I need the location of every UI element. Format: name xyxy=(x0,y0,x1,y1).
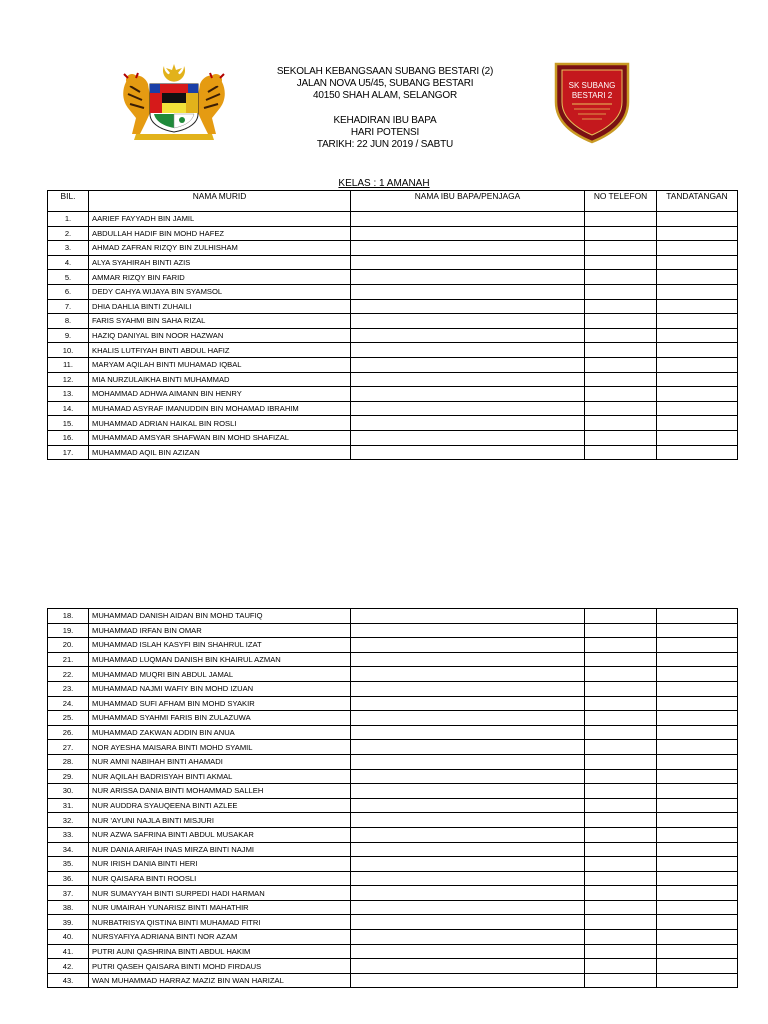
column-header-no-telefon: NO TELEFON xyxy=(585,191,657,212)
table-row xyxy=(48,328,738,343)
table-row xyxy=(48,798,738,813)
row-number: 25. xyxy=(48,711,89,726)
row-number: 11. xyxy=(48,357,89,372)
row-number: 2. xyxy=(48,226,89,241)
phone-number-cell[interactable] xyxy=(585,827,657,842)
parent-name-cell[interactable] xyxy=(351,915,585,930)
row-number: 38. xyxy=(48,900,89,915)
table-row xyxy=(48,711,738,726)
phone-number-cell[interactable] xyxy=(585,609,657,624)
table-row xyxy=(48,725,738,740)
class-label-wrap xyxy=(0,178,768,189)
parent-name-cell[interactable] xyxy=(351,623,585,638)
row-number: 43. xyxy=(48,973,89,988)
row-number: 9. xyxy=(48,328,89,343)
student-name: KHALIS LUTFIYAH BINTI ABDUL HAFIZ xyxy=(89,343,351,358)
signature-cell[interactable] xyxy=(657,372,738,387)
signature-cell[interactable] xyxy=(657,357,738,372)
parent-name-cell[interactable] xyxy=(351,754,585,769)
row-number: 20. xyxy=(48,638,89,653)
row-number: 19. xyxy=(48,623,89,638)
signature-cell[interactable] xyxy=(657,711,738,726)
table-row xyxy=(48,886,738,901)
signature-cell[interactable] xyxy=(657,430,738,445)
phone-number-cell[interactable] xyxy=(585,900,657,915)
table-row xyxy=(48,299,738,314)
row-number: 42. xyxy=(48,959,89,974)
table-row xyxy=(48,930,738,945)
student-name: NUR IRISH DANIA BINTI HERI xyxy=(89,857,351,872)
phone-number-cell[interactable] xyxy=(585,416,657,431)
row-number: 12. xyxy=(48,372,89,387)
student-name: NUR AQILAH BADRISYAH BINTI AKMAL xyxy=(89,769,351,784)
attendance-table-part-1 xyxy=(47,190,738,460)
signature-cell[interactable] xyxy=(657,725,738,740)
parent-name-cell[interactable] xyxy=(351,416,585,431)
parent-name-cell[interactable] xyxy=(351,973,585,988)
signature-cell[interactable] xyxy=(657,652,738,667)
student-name: MUHAMAD ASYRAF IMANUDDIN BIN MOHAMAD IBRAHIM xyxy=(89,401,351,416)
signature-cell[interactable] xyxy=(657,255,738,270)
signature-cell[interactable] xyxy=(657,270,738,285)
parent-name-cell[interactable] xyxy=(351,871,585,886)
parent-name-cell[interactable] xyxy=(351,681,585,696)
signature-cell[interactable] xyxy=(657,445,738,460)
row-number: 17. xyxy=(48,445,89,460)
table-row xyxy=(48,638,738,653)
signature-cell[interactable] xyxy=(657,769,738,784)
student-name: MUHAMMAD DANISH AIDAN BIN MOHD TAUFIQ xyxy=(89,609,351,624)
parent-name-cell[interactable] xyxy=(351,343,585,358)
signature-cell[interactable] xyxy=(657,284,738,299)
column-header-nama-murid: NAMA MURID xyxy=(89,191,351,212)
phone-number-cell[interactable] xyxy=(585,784,657,799)
phone-number-cell[interactable] xyxy=(585,740,657,755)
parent-name-cell[interactable] xyxy=(351,959,585,974)
badge-text-line1: SK SUBANG xyxy=(568,81,616,90)
phone-number-cell[interactable] xyxy=(585,944,657,959)
signature-cell[interactable] xyxy=(657,944,738,959)
signature-cell[interactable] xyxy=(657,314,738,329)
row-number: 32. xyxy=(48,813,89,828)
address-line-1: JALAN NOVA U5/45, SUBANG BESTARI xyxy=(296,78,474,89)
phone-number-cell[interactable] xyxy=(585,430,657,445)
row-number: 5. xyxy=(48,270,89,285)
table-row xyxy=(48,416,738,431)
phone-number-cell[interactable] xyxy=(585,842,657,857)
row-number: 22. xyxy=(48,667,89,682)
table-row xyxy=(48,754,738,769)
table-row xyxy=(48,696,738,711)
student-name: MUHAMMAD IRFAN BIN OMAR xyxy=(89,623,351,638)
parent-name-cell[interactable] xyxy=(351,241,585,256)
table-row xyxy=(48,241,738,256)
student-name: NUR SUMAYYAH BINTI SURPEDI HADI HARMAN xyxy=(89,886,351,901)
table-row xyxy=(48,372,738,387)
student-name: PUTRI AUNI QASHRINA BINTI ABDUL HAKIM xyxy=(89,944,351,959)
student-name: MIA NURZULAIKHA BINTI MUHAMMAD xyxy=(89,372,351,387)
signature-cell[interactable] xyxy=(657,915,738,930)
parent-name-cell[interactable] xyxy=(351,652,585,667)
signature-cell[interactable] xyxy=(657,416,738,431)
row-number: 31. xyxy=(48,798,89,813)
phone-number-cell[interactable] xyxy=(585,314,657,329)
parent-name-cell[interactable] xyxy=(351,328,585,343)
signature-cell[interactable] xyxy=(657,959,738,974)
row-number: 26. xyxy=(48,725,89,740)
table-header-row xyxy=(48,191,738,212)
row-number: 13. xyxy=(48,387,89,402)
phone-number-cell[interactable] xyxy=(585,886,657,901)
phone-number-cell[interactable] xyxy=(585,652,657,667)
column-header-tandatangan: TANDATANGAN xyxy=(657,191,738,212)
phone-number-cell[interactable] xyxy=(585,255,657,270)
phone-number-cell[interactable] xyxy=(585,401,657,416)
table-row xyxy=(48,784,738,799)
parent-name-cell[interactable] xyxy=(351,784,585,799)
phone-number-cell[interactable] xyxy=(585,241,657,256)
student-name: MARYAM AQILAH BINTI MUHAMAD IQBAL xyxy=(89,357,351,372)
signature-cell[interactable] xyxy=(657,299,738,314)
row-number: 10. xyxy=(48,343,89,358)
row-number: 41. xyxy=(48,944,89,959)
row-number: 8. xyxy=(48,314,89,329)
table-row xyxy=(48,609,738,624)
phone-number-cell[interactable] xyxy=(585,696,657,711)
parent-name-cell[interactable] xyxy=(351,357,585,372)
student-name: MUHAMMAD ADRIAN HAIKAL BIN ROSLI xyxy=(89,416,351,431)
phone-number-cell[interactable] xyxy=(585,284,657,299)
student-name: MOHAMMAD ADHWA AIMANN BIN HENRY xyxy=(89,387,351,402)
table-row xyxy=(48,915,738,930)
phone-number-cell[interactable] xyxy=(585,299,657,314)
phone-number-cell[interactable] xyxy=(585,798,657,813)
signature-cell[interactable] xyxy=(657,343,738,358)
phone-number-cell[interactable] xyxy=(585,959,657,974)
table-row xyxy=(48,255,738,270)
attendance-table-part-2 xyxy=(47,608,738,988)
row-number: 3. xyxy=(48,241,89,256)
event-title: KEHADIRAN IBU BAPA xyxy=(333,115,437,126)
parent-name-cell[interactable] xyxy=(351,255,585,270)
parent-name-cell[interactable] xyxy=(351,609,585,624)
table-row xyxy=(48,900,738,915)
row-number: 15. xyxy=(48,416,89,431)
table-row xyxy=(48,871,738,886)
student-name: MUHAMMAD LUQMAN DANISH BIN KHAIRUL AZMAN xyxy=(89,652,351,667)
student-name: MUHAMMAD SUFI AFHAM BIN MOHD SYAKIR xyxy=(89,696,351,711)
student-name: NUR ARISSA DANIA BINTI MOHAMMAD SALLEH xyxy=(89,784,351,799)
signature-cell[interactable] xyxy=(657,798,738,813)
table-row xyxy=(48,387,738,402)
table-row xyxy=(48,430,738,445)
phone-number-cell[interactable] xyxy=(585,871,657,886)
signature-cell[interactable] xyxy=(657,226,738,241)
signature-cell[interactable] xyxy=(657,871,738,886)
student-name: DHIA DAHLIA BINTI ZUHAILI xyxy=(89,299,351,314)
student-name: ABDULLAH HADIF BIN MOHD HAFEZ xyxy=(89,226,351,241)
parent-name-cell[interactable] xyxy=(351,667,585,682)
phone-number-cell[interactable] xyxy=(585,357,657,372)
signature-cell[interactable] xyxy=(657,387,738,402)
row-number: 27. xyxy=(48,740,89,755)
student-name: NUR AMNI NABIHAH BINTI AHAMADI xyxy=(89,754,351,769)
parent-name-cell[interactable] xyxy=(351,387,585,402)
signature-cell[interactable] xyxy=(657,784,738,799)
parent-name-cell[interactable] xyxy=(351,638,585,653)
signature-cell[interactable] xyxy=(657,813,738,828)
signature-cell[interactable] xyxy=(657,609,738,624)
document-header xyxy=(240,66,530,151)
row-number: 39. xyxy=(48,915,89,930)
signature-cell[interactable] xyxy=(657,886,738,901)
table-row xyxy=(48,827,738,842)
badge-text-line2: BESTARI 2 xyxy=(571,91,613,100)
row-number: 14. xyxy=(48,401,89,416)
table-row xyxy=(48,226,738,241)
signature-cell[interactable] xyxy=(657,900,738,915)
student-name: NUR UMAIRAH YUNARISZ BINTI MAHATHIR xyxy=(89,900,351,915)
phone-number-cell[interactable] xyxy=(585,638,657,653)
row-number: 29. xyxy=(48,769,89,784)
table-row xyxy=(48,944,738,959)
signature-cell[interactable] xyxy=(657,328,738,343)
student-name: NUR AZWA SAFRINA BINTI ABDUL MUSAKAR xyxy=(89,827,351,842)
row-number: 4. xyxy=(48,255,89,270)
signature-cell[interactable] xyxy=(657,842,738,857)
column-header-bil: BIL. xyxy=(48,191,89,212)
table-row xyxy=(48,667,738,682)
student-name: MUHAMMAD ISLAH KASYFI BIN SHAHRUL IZAT xyxy=(89,638,351,653)
student-name: HAZIQ DANIYAL BIN NOOR HAZWAN xyxy=(89,328,351,343)
phone-number-cell[interactable] xyxy=(585,445,657,460)
row-number: 40. xyxy=(48,930,89,945)
table-row xyxy=(48,445,738,460)
parent-name-cell[interactable] xyxy=(351,842,585,857)
phone-number-cell[interactable] xyxy=(585,813,657,828)
row-number: 6. xyxy=(48,284,89,299)
phone-number-cell[interactable] xyxy=(585,667,657,682)
table-row xyxy=(48,652,738,667)
phone-number-cell[interactable] xyxy=(585,681,657,696)
signature-cell[interactable] xyxy=(657,401,738,416)
parent-name-cell[interactable] xyxy=(351,430,585,445)
parent-name-cell[interactable] xyxy=(351,944,585,959)
phone-number-cell[interactable] xyxy=(585,973,657,988)
phone-number-cell[interactable] xyxy=(585,372,657,387)
parent-name-cell[interactable] xyxy=(351,445,585,460)
parent-name-cell[interactable] xyxy=(351,725,585,740)
row-number: 35. xyxy=(48,857,89,872)
parent-name-cell[interactable] xyxy=(351,813,585,828)
row-number: 1. xyxy=(48,212,89,227)
signature-cell[interactable] xyxy=(657,696,738,711)
student-name: NURBATRISYA QISTINA BINTI MUHAMAD FITRI xyxy=(89,915,351,930)
student-name: NUR 'AYUNI NAJLA BINTI MISJURI xyxy=(89,813,351,828)
parent-name-cell[interactable] xyxy=(351,212,585,227)
row-number: 18. xyxy=(48,609,89,624)
phone-number-cell[interactable] xyxy=(585,754,657,769)
parent-name-cell[interactable] xyxy=(351,711,585,726)
student-name: NUR DANIA ARIFAH INAS MIRZA BINTI NAJMI xyxy=(89,842,351,857)
event-name: HARI POTENSI xyxy=(350,127,420,138)
parent-name-cell[interactable] xyxy=(351,299,585,314)
parent-name-cell[interactable] xyxy=(351,314,585,329)
phone-number-cell[interactable] xyxy=(585,711,657,726)
student-name: PUTRI QASEH QAISARA BINTI MOHD FIRDAUS xyxy=(89,959,351,974)
parent-name-cell[interactable] xyxy=(351,740,585,755)
table-row xyxy=(48,857,738,872)
row-number: 16. xyxy=(48,430,89,445)
row-number: 30. xyxy=(48,784,89,799)
student-name: MUHAMMAD SYAHMI FARIS BIN ZULAZUWA xyxy=(89,711,351,726)
phone-number-cell[interactable] xyxy=(585,343,657,358)
student-name: MUHAMMAD NAJMI WAFIY BIN MOHD IZUAN xyxy=(89,681,351,696)
signature-cell[interactable] xyxy=(657,241,738,256)
table-row xyxy=(48,769,738,784)
parent-name-cell[interactable] xyxy=(351,226,585,241)
row-number: 28. xyxy=(48,754,89,769)
phone-number-cell[interactable] xyxy=(585,769,657,784)
parent-name-cell[interactable] xyxy=(351,900,585,915)
event-date: TARIKH: 22 JUN 2019 / SABTU xyxy=(316,139,454,150)
signature-cell[interactable] xyxy=(657,623,738,638)
coat-of-arms-logo xyxy=(118,62,230,144)
phone-number-cell[interactable] xyxy=(585,270,657,285)
signature-cell[interactable] xyxy=(657,667,738,682)
student-name: AMMAR RIZQY BIN FARID xyxy=(89,270,351,285)
student-name: MUHAMMAD AMSYAR SHAFWAN BIN MOHD SHAFIZAL xyxy=(89,430,351,445)
parent-name-cell[interactable] xyxy=(351,930,585,945)
signature-cell[interactable] xyxy=(657,973,738,988)
phone-number-cell[interactable] xyxy=(585,328,657,343)
parent-name-cell[interactable] xyxy=(351,401,585,416)
row-number: 24. xyxy=(48,696,89,711)
phone-number-cell[interactable] xyxy=(585,387,657,402)
phone-number-cell[interactable] xyxy=(585,212,657,227)
signature-cell[interactable] xyxy=(657,212,738,227)
signature-cell[interactable] xyxy=(657,930,738,945)
table-row xyxy=(48,681,738,696)
class-label: KELAS : 1 AMANAH xyxy=(338,178,430,189)
parent-name-cell[interactable] xyxy=(351,886,585,901)
table-row xyxy=(48,973,738,988)
table-row xyxy=(48,623,738,638)
student-name: AHMAD ZAFRAN RIZQY BIN ZULHISHAM xyxy=(89,241,351,256)
student-name: MUHAMMAD MUQRI BIN ABDUL JAMAL xyxy=(89,667,351,682)
student-name: WAN MUHAMMAD HARRAZ MAZIZ BIN WAN HARIZAL xyxy=(89,973,351,988)
student-name: ALYA SYAHIRAH BINTI AZIS xyxy=(89,255,351,270)
student-name: MUHAMMAD AQIL BIN AZIZAN xyxy=(89,445,351,460)
parent-name-cell[interactable] xyxy=(351,798,585,813)
phone-number-cell[interactable] xyxy=(585,857,657,872)
parent-name-cell[interactable] xyxy=(351,827,585,842)
parent-name-cell[interactable] xyxy=(351,284,585,299)
table-row xyxy=(48,284,738,299)
address-line-2: 40150 SHAH ALAM, SELANGOR xyxy=(313,90,457,101)
parent-name-cell[interactable] xyxy=(351,769,585,784)
signature-cell[interactable] xyxy=(657,857,738,872)
parent-name-cell[interactable] xyxy=(351,270,585,285)
table-row xyxy=(48,357,738,372)
student-name: FARIS SYAHMI BIN SAHA RIZAL xyxy=(89,314,351,329)
student-name: MUHAMMAD ZAKWAN ADDIN BIN ANUA xyxy=(89,725,351,740)
table-row xyxy=(48,270,738,285)
school-name: SEKOLAH KEBANGSAAN SUBANG BESTARI (2) xyxy=(276,66,494,77)
student-name: NUR QAISARA BINTI ROOSLI xyxy=(89,871,351,886)
row-number: 33. xyxy=(48,827,89,842)
table-row xyxy=(48,343,738,358)
table-row xyxy=(48,401,738,416)
signature-cell[interactable] xyxy=(657,740,738,755)
phone-number-cell[interactable] xyxy=(585,226,657,241)
parent-name-cell[interactable] xyxy=(351,696,585,711)
row-number: 23. xyxy=(48,681,89,696)
phone-number-cell[interactable] xyxy=(585,915,657,930)
parent-name-cell[interactable] xyxy=(351,372,585,387)
student-name: AARIEF FAYYADH BIN JAMIL xyxy=(89,212,351,227)
table-row xyxy=(48,314,738,329)
phone-number-cell[interactable] xyxy=(585,930,657,945)
table-row xyxy=(48,740,738,755)
signature-cell[interactable] xyxy=(657,638,738,653)
signature-cell[interactable] xyxy=(657,827,738,842)
student-name: NUR AUDDRA SYAUQEENA BINTI AZLEE xyxy=(89,798,351,813)
phone-number-cell[interactable] xyxy=(585,725,657,740)
row-number: 34. xyxy=(48,842,89,857)
signature-cell[interactable] xyxy=(657,681,738,696)
table-row xyxy=(48,212,738,227)
table-row xyxy=(48,813,738,828)
student-name: NURSYAFIYA ADRIANA BINTI NOR AZAM xyxy=(89,930,351,945)
table-row xyxy=(48,842,738,857)
row-number: 37. xyxy=(48,886,89,901)
row-number: 36. xyxy=(48,871,89,886)
row-number: 21. xyxy=(48,652,89,667)
signature-cell[interactable] xyxy=(657,754,738,769)
column-header-nama-ibu-bapa: NAMA IBU BAPA/PENJAGA xyxy=(351,191,585,212)
student-name: DEDY CAHYA WIJAYA BIN SYAMSOL xyxy=(89,284,351,299)
school-badge-logo xyxy=(552,58,632,144)
table-row xyxy=(48,959,738,974)
student-name: NOR AYESHA MAISARA BINTI MOHD SYAMIL xyxy=(89,740,351,755)
parent-name-cell[interactable] xyxy=(351,857,585,872)
phone-number-cell[interactable] xyxy=(585,623,657,638)
row-number: 7. xyxy=(48,299,89,314)
